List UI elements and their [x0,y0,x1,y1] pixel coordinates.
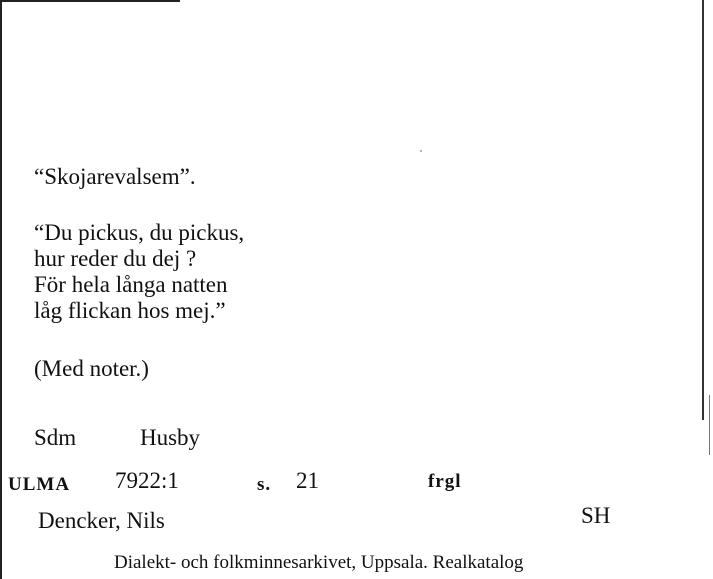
archive-label: ULMA [8,474,71,495]
card-right-edge-shadow [709,395,710,455]
collector-name: Dencker, Nils [38,508,165,533]
verse-line-3: För hela långa natten [34,272,228,297]
verse-line-4: låg flickan hos mej.” [34,298,226,323]
card-footer: Dialekt- och folkminnesarkivet, Uppsala. Realkatalog [114,552,524,573]
dust-speck [420,150,422,152]
parish: Husby [140,425,201,450]
province: Sdm [34,425,77,450]
type-code: frgl [428,471,462,492]
verse-line-2: hur reder du dej ? [34,246,197,271]
verse-line-1: “Du pickus, du pickus, [34,220,245,245]
song-title: “Skojarevalsem”. [34,164,196,189]
page-number: 21 [296,468,319,493]
card-left-edge [0,0,2,579]
music-note: (Med noter.) [34,356,149,381]
archive-number: 7922:1 [115,468,179,493]
card-top-edge [0,0,180,2]
initials: SH [581,503,611,528]
page-label: s. [257,474,272,495]
card-right-edge [702,0,704,420]
